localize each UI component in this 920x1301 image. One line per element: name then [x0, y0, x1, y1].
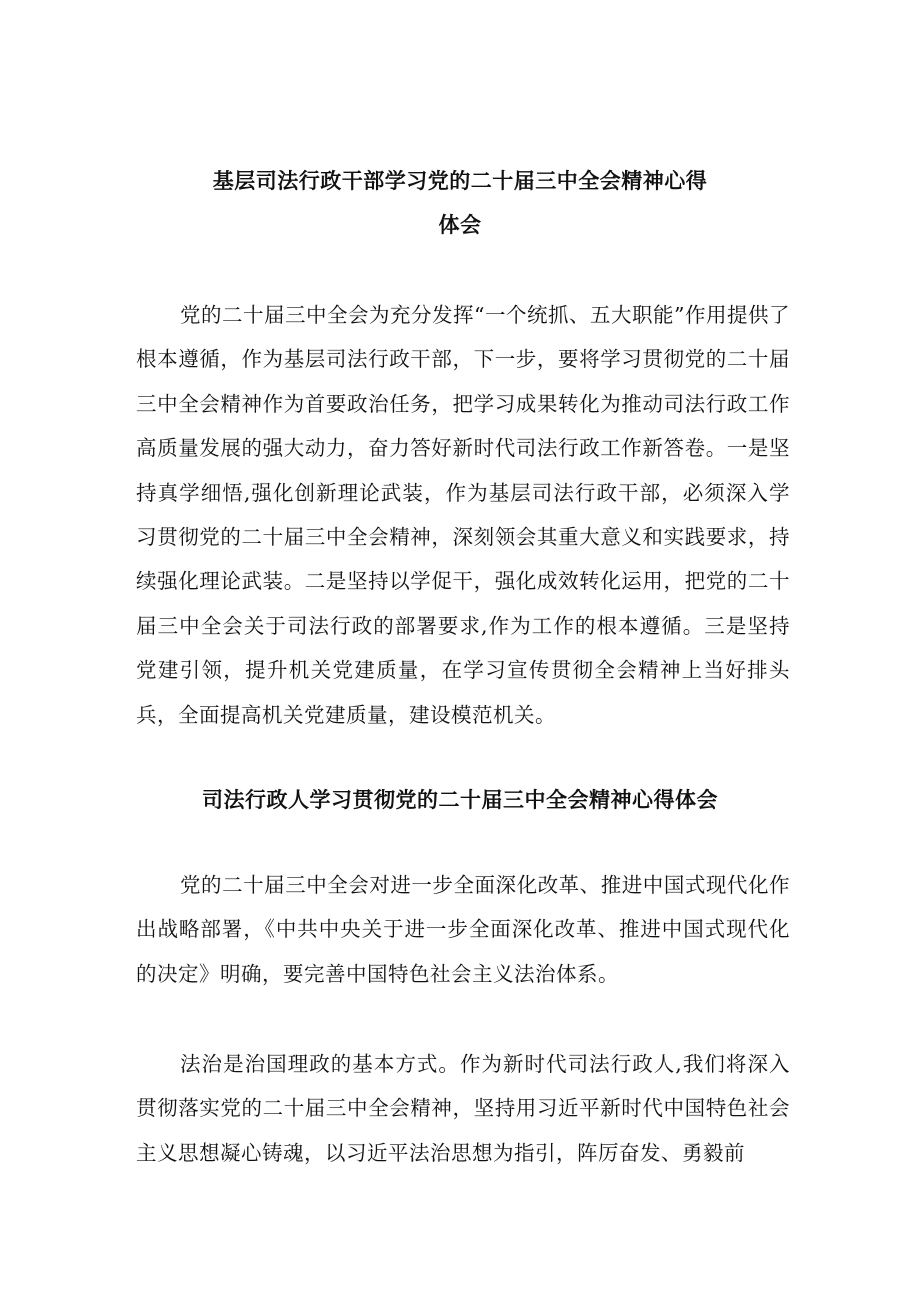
article-title-1 — [0, 159, 920, 247]
paragraph-2: 党的二十届三中全会对进一步全面深化改革、推进中国式现代化作出战略部署，《中共中央关于进一步全面深化改革、推进中国式现代化的决定》明确，要完善中国特色社会主义法治体系。 — [136, 873, 790, 986]
article-title-1-line-2: 体会 — [438, 212, 482, 237]
article-title-1-line-1: 基层司法行政干部学习党的二十届三中全会精神心得 — [212, 168, 708, 193]
paragraph-1: 党的二十届三中全会为充分发挥“一个统抓、五大职能”作用提供了根本遵循，作为基层司法行政干部，下一步，要将学习贯彻党的二十届三中全会精神作为首要政治任务，把学习成果转化为推动司法行政工作高质量发展的强大动力，奋力答好新时代司法行政工作新答卷。一是坚持真学细悟,强化创新理论武装，作为基层司法行政干部，必须深入学习贯彻党的二十届三中全会精神，深刻领会其重大意义和实践要求，持续强化理论武装。二是坚持以学促干，强化成效转化运用，把党的二十届三中全会关于司法行政的部署要求,作为工作的根本遵循。三是坚持党建引领，提升机关党建质量，在学习宣传贯彻全会精神上当好排头兵，全面提高机关党建质量，建设模范机关。 — [136, 303, 790, 727]
article-title-2: 司法行政人学习贯彻党的二十届三中全会精神心得体会 — [202, 787, 718, 812]
paragraph-3: 法治是治国理政的基本方式。作为新时代司法行政人,我们将深入贯彻落实党的二十届三中全会精神，坚持用习近平新时代中国特色社会主义思想凝心铸魂，以习近平法治思想为指引，阵厉奋发、勇毅前 — [136, 1052, 790, 1165]
